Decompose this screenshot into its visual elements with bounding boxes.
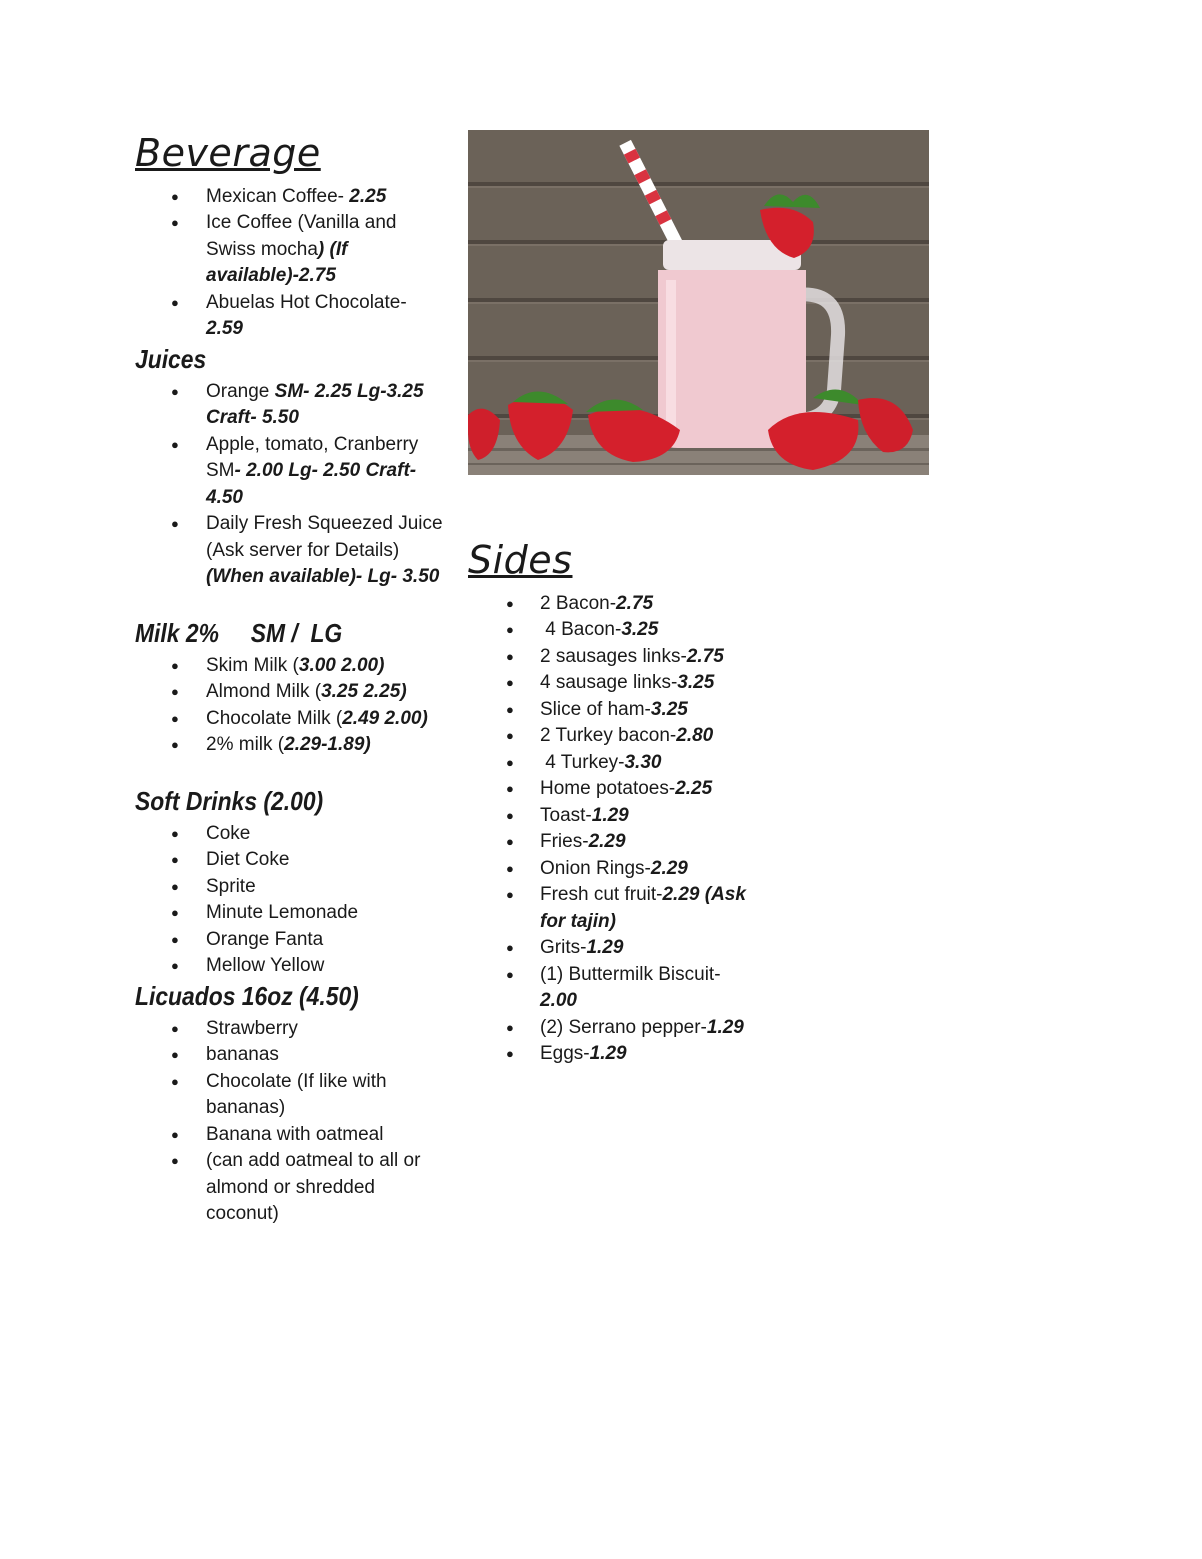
list-item: ● 4 sausage links-3.25 (468, 670, 938, 697)
right-column (468, 130, 938, 1068)
list-item: ● Almond Milk (3.25 2.25) (135, 679, 445, 706)
list-item: ● 2% milk (2.29-1.89) (135, 732, 445, 759)
list-item: ● Grits-1.29 (468, 935, 938, 962)
list-item: ● Slice of ham-3.25 (468, 697, 938, 724)
list-item: ● Banana with oatmeal (135, 1122, 445, 1149)
licuados-list (135, 1016, 445, 1228)
sides-heading: Sides (468, 538, 573, 582)
list-item: ● Coke (135, 821, 445, 848)
list-item: ● Abuelas Hot Chocolate- 2.59 (135, 290, 445, 343)
list-item: ● Ice Coffee (Vanilla and Swiss mocha) (If available)-2.75 (135, 210, 445, 290)
list-item: ● Chocolate (If like with bananas) (135, 1069, 445, 1122)
list-item: ● Fresh cut fruit-2.29 (Ask for tajin) (468, 882, 750, 935)
list-item: ● Chocolate Milk (2.49 2.00) (135, 706, 445, 733)
list-item: ● Orange Fanta (135, 927, 445, 954)
list-item: ● Fries-2.29 (468, 829, 938, 856)
juices-list (135, 379, 445, 591)
strawberry-smoothie-photo (468, 130, 929, 475)
list-item: ● 2 Turkey bacon-2.80 (468, 723, 938, 750)
list-item: ● Sprite (135, 874, 445, 901)
sides-list (468, 591, 938, 1068)
list-item: ● Strawberry (135, 1016, 445, 1043)
list-item: ● Diet Coke (135, 847, 445, 874)
list-item: ● Daily Fresh Squeezed Juice (Ask server for Details) (When available)- Lg- 3.50 (135, 511, 445, 591)
list-item: ● (1) Buttermilk Biscuit-2.00 (468, 962, 750, 1015)
list-item: ● Mexican Coffee- 2.25 (135, 184, 445, 211)
list-item: ● (can add oatmeal to all or almond or shredded coconut) (135, 1148, 445, 1228)
licuados-heading: Licuados 16oz (4.50) (135, 980, 359, 1011)
list-item: ● 4 Turkey-3.30 (468, 750, 938, 777)
list-item: ● Home potatoes-2.25 (468, 776, 938, 803)
list-item: ● bananas (135, 1042, 445, 1069)
left-column (135, 130, 445, 1228)
list-item: ● Mellow Yellow (135, 953, 445, 980)
list-item: ● Skim Milk (3.00 2.00) (135, 653, 445, 680)
juices-heading: Juices (135, 343, 207, 374)
list-item: ● Apple, tomato, Cranberry SM- 2.00 Lg- 2.50 Craft- 4.50 (135, 432, 445, 512)
list-item: ● Orange SM- 2.25 Lg-3.25 Craft- 5.50 (135, 379, 445, 432)
soft-drinks-list (135, 821, 445, 980)
beverage-list (135, 184, 445, 343)
smoothie-illustration (468, 130, 929, 475)
milk-list (135, 653, 445, 759)
list-item: ● 4 Bacon-3.25 (468, 617, 938, 644)
list-item: ● Onion Rings-2.29 (468, 856, 938, 883)
list-item: ● Eggs-1.29 (468, 1041, 938, 1068)
list-item: ● Toast-1.29 (468, 803, 938, 830)
list-item: ● (2) Serrano pepper-1.29 (468, 1015, 750, 1042)
soft-drinks-heading: Soft Drinks (2.00) (135, 785, 324, 816)
milk-heading: Milk 2% SM / LG (135, 617, 343, 648)
list-item: ● 2 Bacon-2.75 (468, 591, 938, 618)
list-item: ● Minute Lemonade (135, 900, 445, 927)
beverage-heading: Beverage (135, 131, 321, 175)
list-item: ● 2 sausages links-2.75 (468, 644, 938, 671)
